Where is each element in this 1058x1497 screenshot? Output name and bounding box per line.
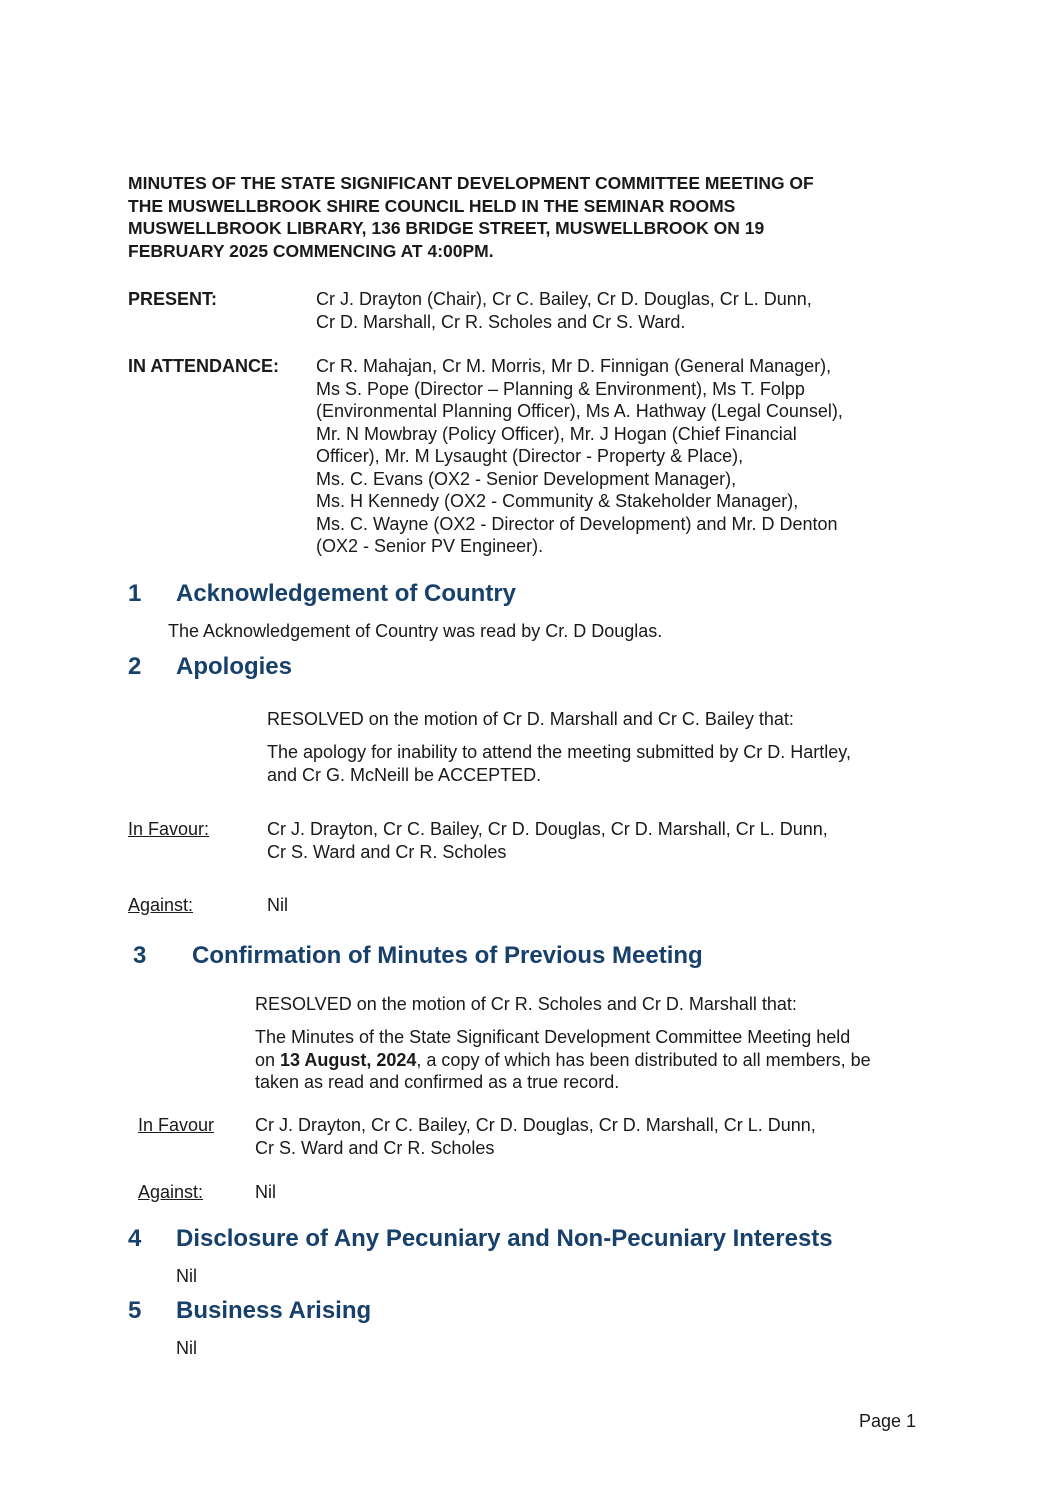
attendance-line: Ms. C. Evans (OX2 - Senior Development Manager), [316, 468, 737, 489]
title-line: THE MUSWELLBROOK SHIRE COUNCIL HELD IN THE SEMINAR ROOMS [128, 195, 736, 216]
section-2-resolved: RESOLVED on the motion of Cr D. Marshall and Cr C. Bailey that: [267, 709, 794, 729]
section-5-heading: Business Arising [176, 1297, 372, 1324]
attendance-line: Ms. H Kennedy (OX2 - Community & Stakeholder Manager), [316, 491, 799, 511]
attendance-list [316, 355, 843, 558]
favour-line: Cr J. Drayton, Cr C. Bailey, Cr D. Douglas, Cr D. Marshall, Cr L. Dunn, [255, 1115, 816, 1135]
section-3-against-value: Nil [255, 1182, 276, 1202]
motion-text: , a copy of which has been distributed to all members, be [416, 1049, 871, 1070]
section-2-against-label: Against: [128, 895, 194, 915]
present-list [316, 288, 812, 333]
section-3-number: 3 [133, 942, 147, 969]
favour-line: Cr S. Ward and Cr R. Scholes [255, 1137, 495, 1158]
section-3-favour-list [255, 1114, 816, 1159]
meeting-date: 13 August, 2024 [280, 1049, 417, 1070]
section-4-heading: Disclosure of Any Pecuniary and Non-Pecuniary Interests [176, 1225, 833, 1252]
section-3-favour-label: In Favour [138, 1115, 215, 1135]
section-2-favour-label: In Favour: [128, 819, 210, 839]
motion-line: The apology for inability to attend the meeting submitted by Cr D. Hartley, [267, 742, 851, 762]
section-3-motion [255, 1026, 871, 1094]
motion-line: and Cr G. McNeill be ACCEPTED. [267, 764, 542, 785]
title-line: FEBRUARY 2025 COMMENCING AT 4:00PM. [128, 240, 494, 261]
section-2-number: 2 [128, 653, 142, 680]
attendance-line: Ms. C. Wayne (OX2 - Director of Development) and Mr. D Denton [316, 513, 838, 534]
title-line: MINUTES OF THE STATE SIGNIFICANT DEVELOPMENT COMMITTEE MEETING OF [128, 173, 814, 193]
title-line: MUSWELLBROOK LIBRARY, 136 BRIDGE STREET, MUSWELLBROOK ON 19 [128, 218, 765, 238]
motion-text: on [255, 1049, 281, 1070]
motion-line: The Minutes of the State Significant Development Committee Meeting held [255, 1027, 851, 1047]
attendance-label: IN ATTENDANCE: [128, 356, 279, 376]
attendance-line: Officer), Mr. M Lysaught (Director - Property & Place), [316, 446, 744, 466]
section-3-against-label: Against: [138, 1182, 204, 1202]
section-2-motion [267, 741, 851, 786]
minutes-title [128, 172, 928, 262]
section-2-favour-list [267, 818, 828, 863]
section-5-number: 5 [128, 1297, 142, 1324]
favour-line: Cr S. Ward and Cr R. Scholes [267, 841, 507, 862]
attendance-line: Ms S. Pope (Director – Planning & Environment), Ms T. Folpp [316, 378, 805, 399]
motion-line: taken as read and confirmed as a true record. [255, 1072, 620, 1092]
attendance-line: Mr. N Mowbray (Policy Officer), Mr. J Hogan (Chief Financial [316, 423, 797, 444]
section-4-body: Nil [176, 1266, 197, 1286]
section-3-heading: Confirmation of Minutes of Previous Meeting [192, 942, 703, 969]
page-number: Page 1 [859, 1411, 917, 1431]
motion-line [255, 1049, 871, 1072]
section-2-against-value: Nil [267, 895, 288, 915]
section-5-body: Nil [176, 1338, 197, 1358]
section-1-body: The Acknowledgement of Country was read by Cr. D Douglas. [168, 621, 663, 641]
attendance-line: Cr R. Mahajan, Cr M. Morris, Mr D. Finnigan (General Manager), [316, 356, 832, 376]
section-4-number: 4 [128, 1225, 142, 1252]
section-2-heading: Apologies [176, 653, 293, 680]
attendance-line: (Environmental Planning Officer), Ms A. Hathway (Legal Counsel), [316, 401, 843, 421]
attendance-line: (OX2 - Senior PV Engineer). [316, 536, 544, 556]
present-line: Cr J. Drayton (Chair), Cr C. Bailey, Cr D. Douglas, Cr L. Dunn, [316, 289, 812, 309]
section-1-heading: Acknowledgement of Country [176, 580, 517, 607]
favour-line: Cr J. Drayton, Cr C. Bailey, Cr D. Douglas, Cr D. Marshall, Cr L. Dunn, [267, 819, 828, 839]
present-line: Cr D. Marshall, Cr R. Scholes and Cr S. Ward. [316, 311, 686, 332]
section-3-resolved: RESOLVED on the motion of Cr R. Scholes and Cr D. Marshall that: [255, 994, 797, 1014]
section-1-number: 1 [128, 580, 142, 607]
present-label: PRESENT: [128, 289, 218, 309]
